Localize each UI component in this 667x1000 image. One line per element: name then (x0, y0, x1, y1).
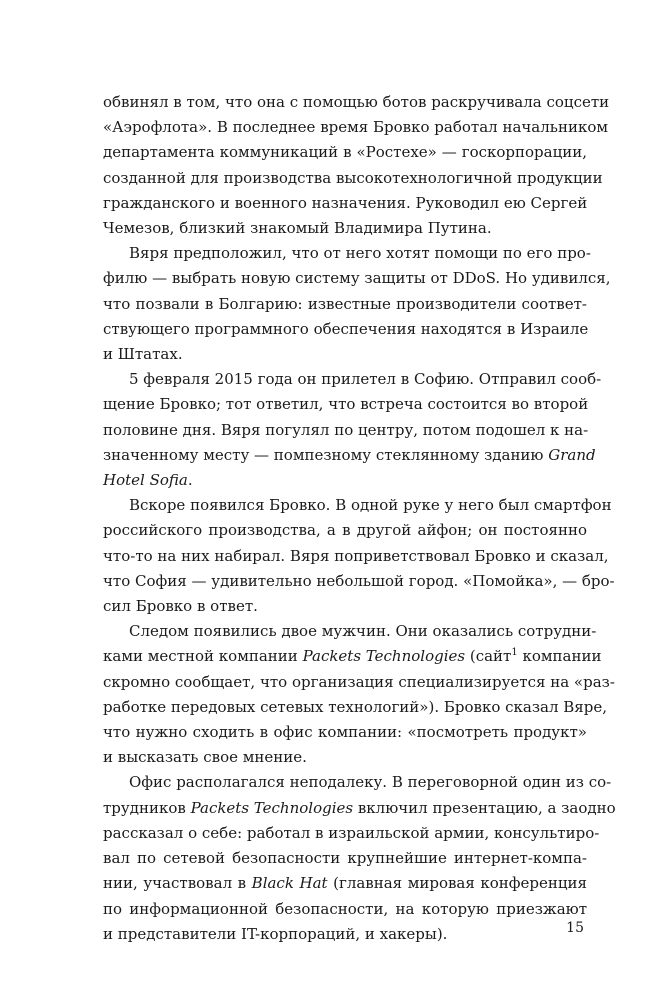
text-line: и Штатах. (103, 345, 183, 364)
text-line: по информационной безопасности, на которую приезжают (103, 899, 587, 918)
text-line: гражданского и военного назначения. Руководил ею Сергей (103, 193, 588, 212)
text-line: созданной для производства высокотехнологичной продукции (103, 168, 603, 187)
text-line: Следом появились двое мужчин. Они оказались сотрудни- (129, 622, 597, 641)
text-line: Вскоре появился Бровко. В одной руке у него был смартфон (129, 496, 612, 515)
text-line: департамента коммуникаций в «Ростехе» — госкорпорации, (103, 143, 587, 162)
text-line: что-то на них набирал. Вяря поприветствовал Бровко и сказал, (103, 546, 609, 565)
text-line: щение Бровко; тот ответил, что встреча состоится во второй (103, 395, 589, 414)
text-line: Hotel Sofia. (103, 471, 193, 490)
page-number: 15 (566, 920, 584, 936)
text-line: и представители IT-корпораций, и хакеры). (103, 924, 448, 943)
text-line: вал по сетевой безопасности крупнейшие интернет-компа- (103, 849, 587, 868)
text-line: «Аэрофлота». В последнее время Бровко работал начальником (103, 118, 609, 137)
text-line: Офис располагался неподалеку. В переговорной один из со- (129, 773, 612, 792)
text-line: обвинял в том, что она с помощью ботов раскручивала соцсети (103, 93, 610, 111)
text-line: что София — удивительно небольшой город. «Помойка», — бро- (103, 571, 615, 590)
text-line: Чемезов, близкий знакомый Владимира Путина. (103, 219, 492, 238)
text-line: скромно сообщает, что организация специализируется на «раз- (103, 672, 615, 691)
text-line: значенному месту — помпезному стеклянному зданию Grand (103, 445, 596, 464)
text-line: ками местной компании Packets Technologies (сайт$^1$ компании (103, 647, 602, 666)
text-line: филю — выбрать новую систему защиты от DDoS. Но удивился, (103, 269, 611, 288)
text-line: трудников Packets Technologies включил презентацию, а заодно (103, 798, 616, 817)
text-line: и высказать свое мнение. (103, 748, 307, 767)
text-line: половине дня. Вяря погулял по центру, потом подошел к на- (103, 420, 589, 439)
text-line: Вяря предположил, что от него хотят помощи по его про- (129, 244, 591, 263)
text-line: что позвали в Болгарию: известные производители соответ- (103, 294, 587, 313)
text-line: работке передовых сетевых технологий»). Бровко сказал Вяре, (103, 697, 608, 716)
text-line: 5 февраля 2015 года он прилетел в Софию. Отправил сооб- (129, 370, 602, 389)
text-line: нии, участвовал в Black Hat (главная мировая конференция (103, 874, 588, 893)
text-line: рассказал о себе: работал в израильской армии, консультиро- (103, 823, 600, 842)
text-line: что нужно сходить в офис компании: «посмотреть продукт» (103, 723, 587, 742)
text-line: российского производства, а в другой айфон; он постоянно (103, 521, 587, 540)
text-line: ствующего программного обеспечения находятся в Израиле (103, 319, 589, 338)
body-text (103, 90, 616, 947)
text-line: сил Бровко в ответ. (103, 597, 258, 616)
